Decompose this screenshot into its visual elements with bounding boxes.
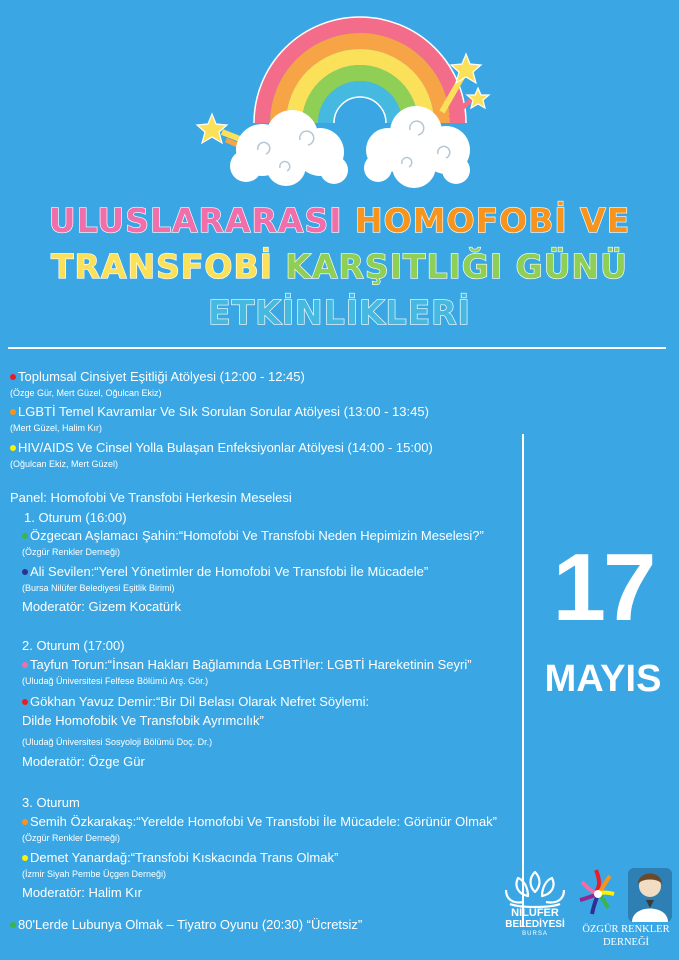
session-2-talk-2-line-2: Dilde Homofobik Ve Transfobik Ayrımcılık”: [22, 713, 264, 728]
panel-title: Panel: Homofobi Ve Transfobi Herkesin Meselesi: [10, 490, 292, 505]
title-word-4: TRANSFOBİ: [51, 247, 273, 286]
bullet-dot-icon: [10, 445, 16, 451]
bullet-dot-icon: [22, 662, 28, 668]
title-word-2: HOMOFOBİ: [355, 201, 568, 240]
workshop-2-people: (Mert Güzel, Halim Kır): [10, 423, 103, 433]
session-2-moderator: Moderatör: Özge Gür: [22, 754, 145, 769]
session-3-header: 3. Oturum: [22, 795, 80, 810]
rainbow-bands: [254, 17, 466, 123]
bullet-dot-icon: [10, 409, 16, 415]
session-1-talk-1-org: (Özgür Renkler Derneği): [22, 547, 121, 557]
bullet-dot-icon: [22, 699, 28, 705]
session-1-header: 1. Oturum (16:00): [24, 510, 127, 525]
divider-horizontal: [8, 347, 666, 349]
session-1-talk-2: Ali Sevilen:“Yerel Yönetimler de Homofobi Ve Transfobi İle Mücadele”: [22, 564, 428, 579]
bullet-dot-icon: [22, 819, 28, 825]
date-day: 17: [552, 534, 654, 641]
title-line-2: [0, 247, 679, 286]
theater-play: 80'Lerde Lubunya Olmak – Tiyatro Oyunu (20:30) “Ücretsiz”: [10, 917, 362, 932]
bullet-dot-icon: [22, 855, 28, 861]
title-word-1: ULUSLARARASI: [48, 201, 343, 240]
workshop-1-people: (Özge Gür, Mert Güzel, Oğulcan Ekiz): [10, 388, 162, 398]
nilufer-name: NİLÜFER: [511, 907, 559, 919]
workshop-3-people: (Oğulcan Ekiz, Mert Güzel): [10, 459, 119, 469]
session-3-talk-2-org: (İzmir Siyah Pembe Üçgen Derneği): [22, 869, 167, 879]
bullet-dot-icon: [22, 533, 28, 539]
ozgur-renkler-name: ÖZGÜR RENKLER: [582, 924, 670, 935]
date-month: MAYIS: [544, 658, 662, 700]
bullet-dot-icon: [22, 569, 28, 575]
workshop-1: Toplumsal Cinsiyet Eşitliği Atölyesi (12:00 - 12:45): [10, 369, 305, 384]
title-line-3: [0, 293, 679, 332]
ozgur-renkler-logo-icon: [574, 862, 678, 924]
title-word-5: KARŞITLIĞI: [285, 247, 504, 286]
session-2-talk-1: Tayfun Torun:“İnsan Hakları Bağlamında LGBTİ'ler: LGBTİ Hareketinin Seyri”: [22, 657, 472, 672]
title-word-3: VE: [580, 201, 631, 240]
session-3-moderator: Moderatör: Halim Kır: [22, 885, 142, 900]
session-3-talk-1-org: (Özgür Renkler Derneği): [22, 833, 121, 843]
title-line-1: [0, 201, 679, 240]
title-word-7: ETKİNLİKLERİ: [208, 293, 471, 332]
session-3-talk-2: Demet Yanardağ:“Transfobi Kıskacında Trans Olmak”: [22, 850, 338, 865]
color-swirl-icon: [580, 870, 614, 914]
session-1-talk-2-org: (Bursa Nilüfer Belediyesi Eşitlik Birimi): [22, 583, 175, 593]
session-2-talk-2: Gökhan Yavuz Demir:“Bir Dil Belası Olarak Nefret Söylemi:: [22, 694, 369, 709]
bullet-dot-icon: [10, 922, 16, 928]
workshop-2: LGBTİ Temel Kavramlar Ve Sık Sorulan Sorular Atölyesi (13:00 - 13:45): [10, 404, 429, 419]
workshop-3: HIV/AIDS Ve Cinsel Yolla Bulaşan Enfeksiyonlar Atölyesi (14:00 - 15:00): [10, 440, 433, 455]
session-2-header: 2. Oturum (17:00): [22, 638, 125, 653]
bullet-dot-icon: [10, 374, 16, 380]
nilufer-city: BURSA: [522, 931, 548, 937]
session-1-moderator: Moderatör: Gizem Kocatürk: [22, 599, 181, 614]
session-2-talk-2-org: (Uludağ Üniversitesi Sosyoloji Bölümü Doç. Dr.): [22, 737, 213, 747]
session-3-talk-1: Semih Özkarakaş:“Yerelde Homofobi Ve Transfobi İle Mücadele: Görünür Olmak”: [22, 814, 497, 829]
divider-vertical: [522, 434, 524, 926]
session-2-talk-1-org: (Uludağ Üniversitesi Felfese Bölümü Arş. Gör.): [22, 676, 209, 686]
title-word-6: GÜNÜ: [515, 247, 628, 286]
rainbow-clouds-illustration: [0, 0, 679, 200]
ozgur-renkler-sub: DERNEĞİ: [602, 937, 650, 948]
nilufer-sub: BELEDİYESİ: [505, 919, 565, 930]
session-1-talk-1: Özgecan Aşlamacı Şahin:“Homofobi Ve Transfobi Neden Hepimizin Meselesi?”: [22, 528, 484, 543]
portrait-icon: [628, 868, 672, 922]
